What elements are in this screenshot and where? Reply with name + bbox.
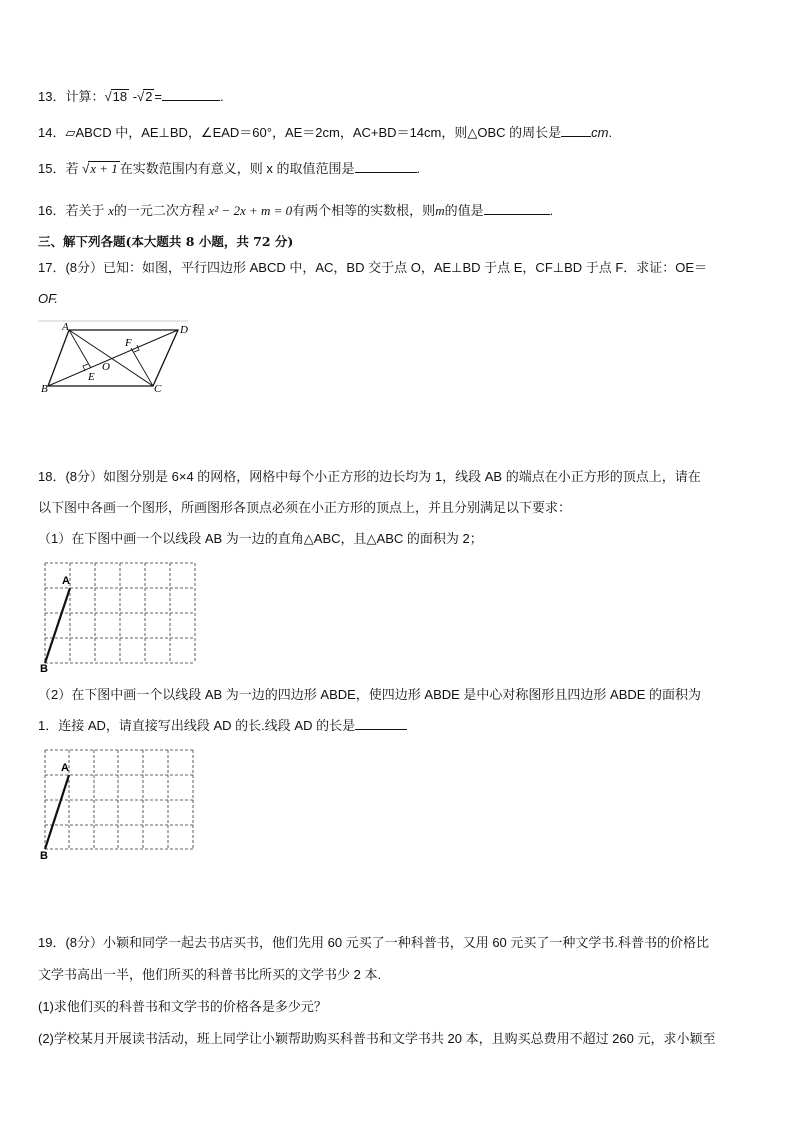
label-D: D <box>180 324 188 336</box>
question-17-line-2: OF. <box>38 291 58 306</box>
label-F: F <box>125 337 132 349</box>
question-19-line-1: 19．(8分）小颖和同学一起去书店买书，他们先用 60 元买了一种科普书，又用 60 元买了一种文学书.科普书的价格比 <box>38 935 709 950</box>
sqrt-symbol: √ <box>82 161 90 176</box>
q16-text1: 的一元二次方程 <box>113 203 205 218</box>
q16-equation: x² − 2x + m = 0 <box>208 203 293 218</box>
q13-tail: . <box>220 89 224 104</box>
q16-number: 16．若关于 <box>38 203 105 218</box>
q13-number: 13．计算： <box>38 89 105 104</box>
q15-radicand: x + 1 <box>90 161 118 176</box>
q16-tail: . <box>549 203 554 218</box>
question-19-line-2: 文学书高出一半，他们所买的科普书比所买的文学书少 2 本. <box>38 967 382 982</box>
answer-blank <box>162 88 220 101</box>
question-18-line-1: 18．(8分）如图分别是 6×4 的网格，网格中每个小正方形的边长均为 1，线段 AB 的端点在小正方形的顶点上，请在 <box>38 469 701 484</box>
q13-radicand-1: 18 <box>112 89 128 104</box>
question-17-line-1: 17．(8分）已知：如图，平行四边形 ABCD 中，AC，BD 交于点 O，AE⊥BD 于点 E，CF⊥BD 于点 F．求证：OE＝ <box>38 260 708 275</box>
q13-radicand-2: 2 <box>145 89 153 104</box>
question-14 <box>38 124 612 142</box>
answer-blank <box>561 124 591 137</box>
label-C: C <box>154 383 162 395</box>
grid2-label-A: A <box>61 762 69 774</box>
question-19-part-1: (1)求他们买的科普书和文学书的价格各是多少元？ <box>38 999 327 1014</box>
label-E: E <box>88 371 95 383</box>
question-18-part-2-line-2 <box>38 717 407 735</box>
question-15 <box>38 160 420 178</box>
grid1-label-A: A <box>62 575 70 587</box>
question-19-part-2: (2)学校某月开展读书活动，班上同学让小颖帮助购买科普书和文学书共 20 本，且购买总费用不超过 260 元，求小颖至 <box>38 1031 716 1046</box>
q14-text: 14．▱ABCD 中，AE⊥BD，∠EAD＝60°，AE＝2cm，AC+BD＝14cm，则△OBC 的周长是 <box>38 125 562 140</box>
question-18-part-1: （1）在下图中画一个以线段 AB 为一边的直角△ABC，且△ABC 的面积为 2； <box>38 531 483 546</box>
q14-unit: cm <box>591 125 609 140</box>
label-O: O <box>102 361 110 373</box>
answer-blank <box>484 202 550 215</box>
q16-var-x: x <box>108 203 114 218</box>
q15-number: 15．若 <box>38 161 79 176</box>
sqrt-symbol: √ <box>137 89 145 104</box>
answer-blank <box>355 717 407 730</box>
sqrt-symbol: √ <box>104 89 112 104</box>
question-18-part-2-line-1: （2）在下图中画一个以线段 AB 为一边的四边形 ABDE，使四边形 ABDE 是中心对称图形且四边形 ABDE 的面积为 <box>38 687 702 702</box>
section-3-heading: 三、解下列各题(本大题共 8 小题，共 72 分) <box>38 234 294 249</box>
q13-minus: - <box>132 89 138 104</box>
label-A: A <box>62 321 69 333</box>
q16-text2: 有两个相等的实数根，则 <box>292 203 436 218</box>
q16-var-m: m <box>435 203 445 218</box>
q16-text3: 的值是 <box>444 203 484 218</box>
q13-equals: = <box>154 89 163 104</box>
label-B: B <box>41 383 48 395</box>
question-13 <box>38 88 224 106</box>
q18-part2-text: 1．连接 AD，请直接写出线段 AD 的长.线段 AD 的长是 <box>38 718 356 733</box>
grid2-label-B: B <box>40 850 48 862</box>
parallelogram-figure <box>38 318 198 396</box>
question-16 <box>38 202 553 220</box>
question-18-line-2: 以下图中各画一个图形，所画图形各顶点必须在小正方形的顶点上，并且分别满足以下要求： <box>38 500 572 515</box>
answer-blank <box>355 160 417 173</box>
grid-figure-1 <box>38 558 203 673</box>
grid1-label-B: B <box>40 663 48 675</box>
q15-tail: . <box>416 161 421 176</box>
grid-figure-2 <box>38 745 203 860</box>
q15-text: 在实数范围内有意义，则 x 的取值范围是 <box>119 161 355 176</box>
q14-tail: . <box>608 125 613 140</box>
